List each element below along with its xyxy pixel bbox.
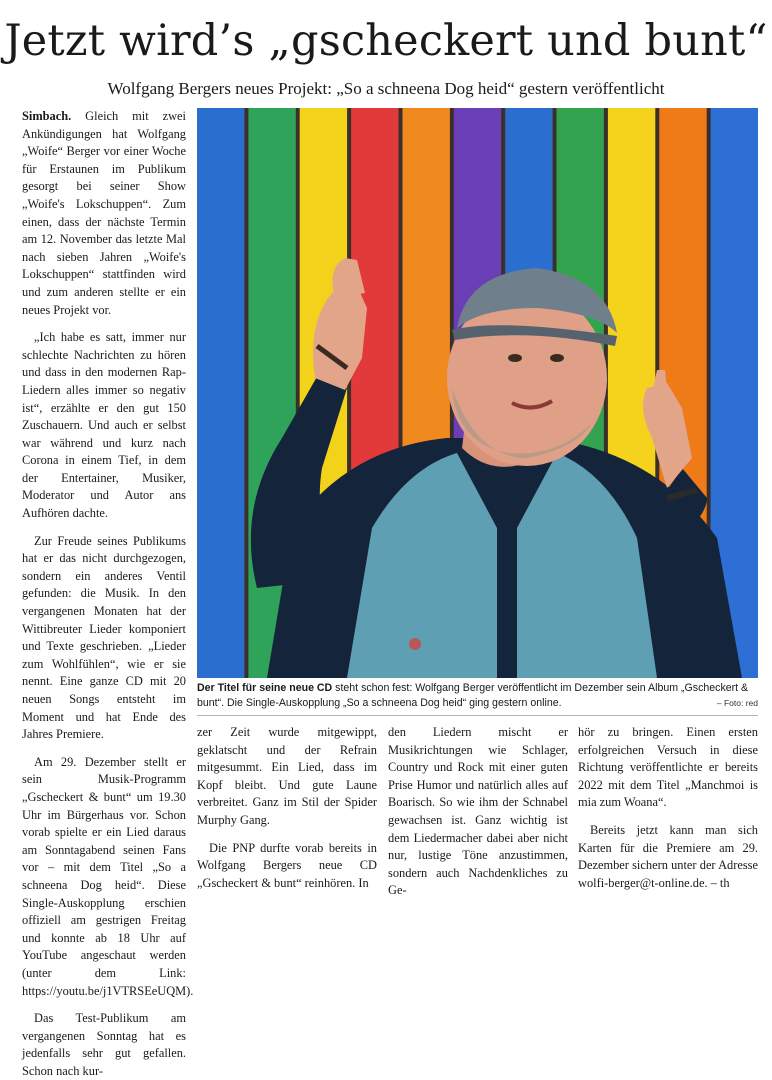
caption-divider: [197, 715, 758, 716]
plank-stripe: [197, 108, 244, 678]
dateline: Simbach.: [22, 109, 72, 123]
article-column-4: [578, 724, 758, 890]
headline: Jetzt wird’s „gscheckert und bunt“: [4, 16, 768, 66]
paragraph-2: „Ich habe es satt, immer nur schlechte Nachrichten zu hören und dass in den modernen Rap-Liedern alles immer so negativ ist“, erzählte er den gut 150 Zuschauern. Und auch er selbst war während und kurz nach Corona in einem Tief, in dem der Entertainer, Musiker, Moderator und Autor ans Aufhören dachte.: [22, 330, 186, 521]
paragraph-10: Bereits jetzt kann man sich Karten für die Premiere am 29. Dezember sichern unter der Adresse wolfi-berger@t-online.de. – th: [578, 822, 758, 890]
paragraph-1: Simbach. Gleich mit zwei Ankündigungen hat Wolfgang „Woife“ Berger vor einer Woche für Erstaunen im Publikum gesorgt bei seiner Show „Woife's Lokschuppen“. Zum einen, dass der nächste Termin am 12. November das letzte Mal nach sieben Jahren „Woife's Lokschuppen“ stattfinden wird und zum anderen stellte er ein neues Projekt vor.: [22, 109, 186, 317]
paragraph-3: Zur Freude seines Publikums hat er das nicht durchgezogen, sondern ein anderes Ventil gefunden: die Musik. In den vergangenen Monaten hat der Wittibreuter Lieder komponiert und Texte geschrieben. „Lieder zum Wohlfühlen“, wie er sie nennt. Eine ganze CD mit 20 neuen Songs entsteht im Moment und hat Ende des Jahres Premiere.: [22, 533, 186, 742]
paragraph-5: Das Test-Publikum am vergangenen Sonntag hat es jedenfalls sehr gut gefallen. Schon nach kur-: [22, 1011, 186, 1078]
subheadline: Wolfgang Bergers neues Projekt: „So a schneena Dog heid“ gestern veröffentlicht: [107, 79, 665, 98]
article-column-3: [388, 724, 568, 898]
article-column-2: [197, 724, 377, 890]
rainbow-wall-photo: [197, 108, 758, 678]
caption-text: steht schon fest: Wolfgang Berger veröffentlicht im Dezember sein Album „Gscheckert & bunt“. Die Single-Auskopplung „So a schneena Dog heid“ ging gestern online.: [197, 682, 749, 709]
paragraph-6: zer Zeit wurde mitgewippt, geklatscht und der Refrain mitgesummt. Ein Lied, dass im Kopf bleibt. Und gute Laune verbreitet. Ganz im Stil der Spider Murphy Gang.: [197, 725, 377, 827]
article-photo: [197, 108, 758, 678]
caption-lead: Der Titel für seine neue CD: [197, 682, 333, 694]
photo-credit: – Foto: red: [716, 698, 758, 708]
paragraph-8: den Liedern mischt er Musikrichtungen wie Schlager, Country und Rock mit einer guten Prise Humor und natürlich alles auf Boarisch. So wie ihm der Schnabel gewachsen ist. Ganz wichtig ist dem Liedermacher dabei aber nicht nur, lustige Töne anzustimmen, sondern auch Nachdenkliches zu Ge-: [388, 725, 568, 898]
article-column-1: [22, 108, 194, 1078]
paragraph-9: hör zu bringen. Einen ersten erfolgreichen Versuch in diese Richtung veröffentlichte er bereits 2022 mit dem Titel „Manchmoi is mia zum Woana“.: [578, 725, 758, 810]
photo-caption: [197, 681, 758, 711]
paragraph-4: Am 29. Dezember stellt er sein Musik-Programm „Gscheckert & bunt“ um 19.30 Uhr im Bürgerhaus vor. Schon vorab spielte er ein Lied daraus am Sonntagabend seinen Fans vor – mit dem Titel „So a schneena Dog heid“. Diese Single-Auskopplung erschien offiziell am gestrigen Freitag und konnte ab 18 Uhr auf YouTube angeschaut werden (unter dem Link: https://youtu.be/j1VTRSEeUQM).: [22, 754, 194, 998]
paragraph-7: Die PNP durfte vorab bereits in Wolfgang Bergers neue CD „Gscheckert & bunt“ reinhören. In: [197, 840, 377, 890]
